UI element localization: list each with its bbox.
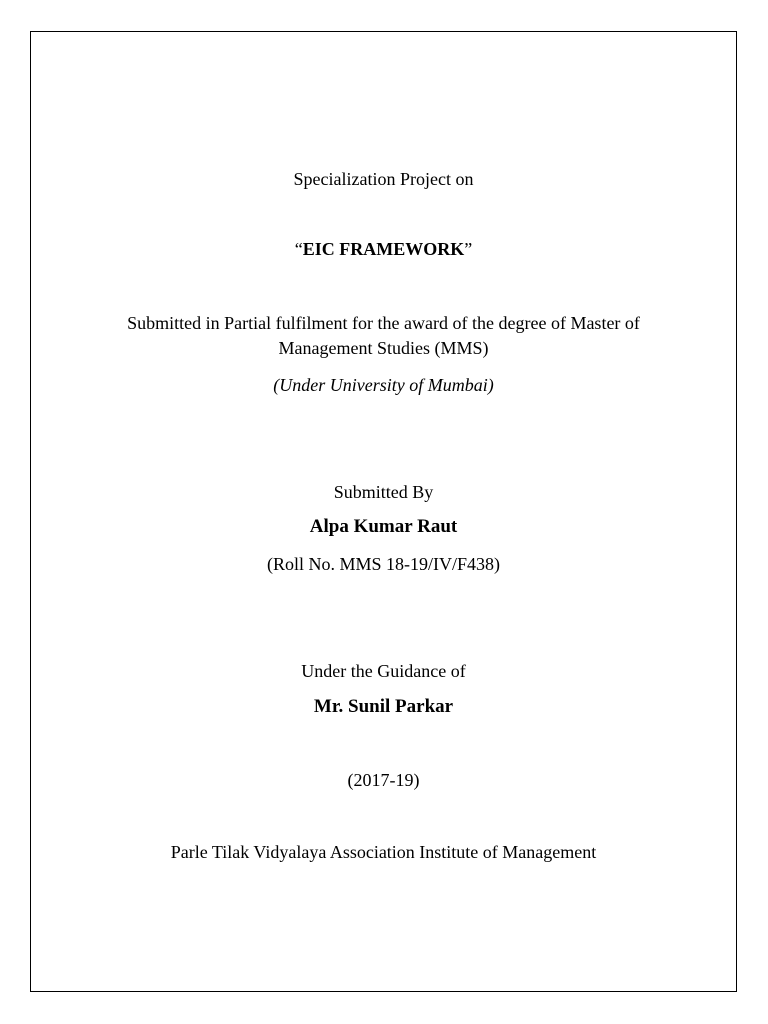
title-text: EIC FRAMEWORK [302,239,465,259]
project-intro: Specialization Project on [293,169,474,189]
submission-line-2: Management Studies (MMS) [278,338,489,358]
roll-number: (Roll No. MMS 18-19/IV/F438) [266,554,500,574]
student-name: Alpa Kumar Raut [309,516,458,537]
submitted-by-label: Submitted By [333,482,434,502]
guidance-label: Under the Guidance of [301,661,466,681]
title-open-quote: “ [294,239,303,259]
institute-name: Parle Tilak Vidyalaya Association Institute of Management [170,842,597,862]
guide-name: Mr. Sunil Parkar [313,696,454,717]
university-note: (Under University of Mumbai) [273,375,494,395]
academic-year: (2017-19) [347,770,420,790]
title-close-quote: ” [464,239,473,259]
submission-line-1: Submitted in Partial fulfilment for the award of the degree of Master of [127,313,640,333]
project-title [30,237,737,261]
